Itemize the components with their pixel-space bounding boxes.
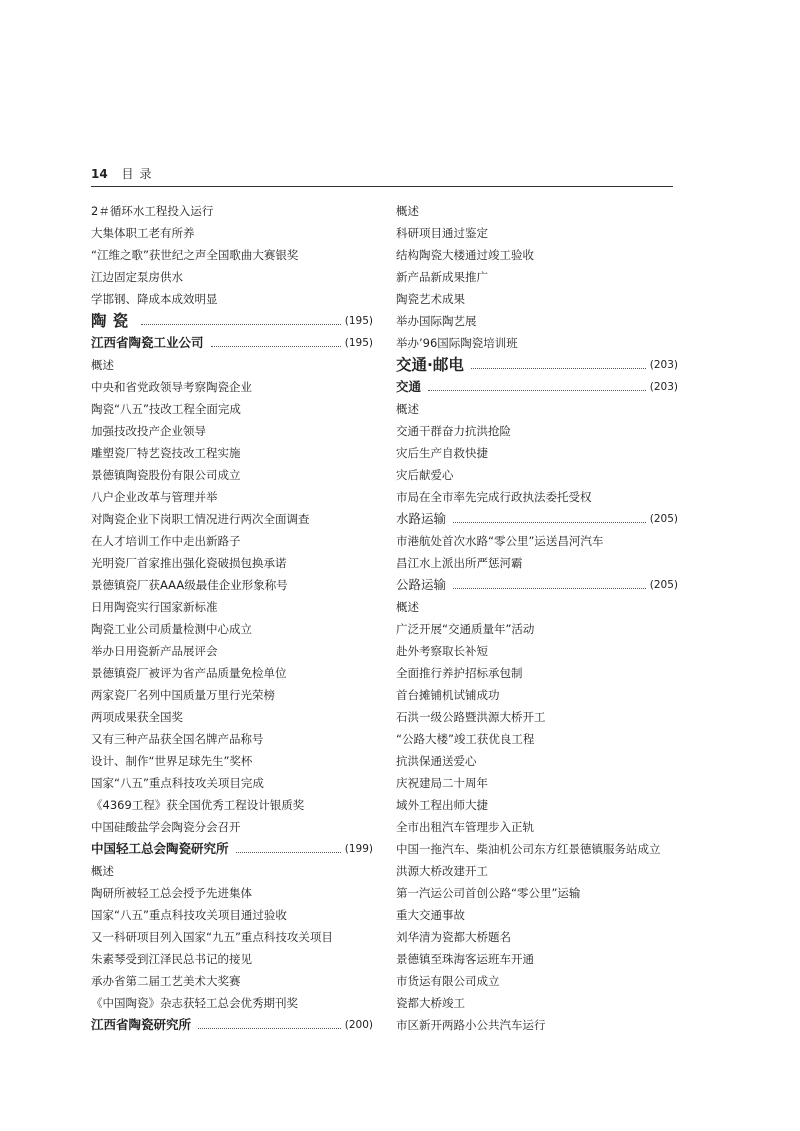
toc-item: 举办日用瓷新产品展评会 [91, 644, 218, 658]
toc-item: 《4369工程》获全国优秀工程设计银质奖 [91, 798, 305, 812]
toc-item: 全面推行养护招标承包制 [396, 666, 523, 680]
toc-item: 国家“八五”重点科技攻关项目通过验收 [91, 908, 287, 922]
toc-item: 概述 [91, 864, 114, 878]
toc-item: 中国硅酸盐学会陶瓷分会召开 [91, 820, 241, 834]
toc-item: 两项成果获全国奖 [91, 710, 183, 724]
toc-page-number: (203) [649, 359, 678, 371]
dot-leader [428, 390, 646, 391]
toc-heading-label: 陶瓷 [91, 312, 135, 330]
toc-item: 概述 [396, 204, 419, 218]
toc-subsection-heading [396, 508, 678, 530]
toc-item: 赴外考察取长补短 [396, 644, 488, 658]
dot-leader [198, 1028, 341, 1029]
toc-item: 石洪一级公路暨洪源大桥开工 [396, 710, 546, 724]
toc-item: 光明瓷厂首家推出强化瓷破损包换承诺 [91, 556, 287, 570]
toc-item: 市港航处首次水路“零公里”运送昌河汽车 [396, 534, 604, 548]
toc-item: 雕塑瓷厂特艺瓷技改工程实施 [91, 446, 241, 460]
toc-item: 中国一拖汽车、柴油机公司东方红景德镇服务站成立 [396, 842, 661, 856]
toc-item: 加强技改投产企业领导 [91, 424, 206, 438]
toc-item: 举办’96国际陶瓷培训班 [396, 336, 518, 350]
toc-right-column [396, 200, 678, 1036]
toc-item: 庆祝建局二十周年 [396, 776, 488, 790]
toc-item: 景德镇至珠海客运班车开通 [396, 952, 534, 966]
toc-item: 日用陶瓷实行国家新标准 [91, 600, 218, 614]
toc-item: 市区新开两路小公共汽车运行 [396, 1018, 546, 1032]
toc-item: 全市出租汽车管理步入正轨 [396, 820, 534, 834]
toc-heading-label: 公路运输 [396, 577, 447, 592]
page-header [91, 166, 673, 187]
toc-item: 又一科研项目列入国家“九五”重点科技攻关项目 [91, 930, 333, 944]
toc-section-heading [91, 310, 373, 332]
toc-heading-label: 江西省陶瓷工业公司 [91, 335, 204, 350]
dot-leader [453, 588, 646, 589]
dot-leader [453, 522, 646, 523]
toc-subsection-heading [91, 1014, 373, 1036]
toc-item: 设计、制作“世界足球先生”奖杯 [91, 754, 253, 768]
toc-item: 景德镇瓷厂获AAA级最佳企业形象称号 [91, 578, 288, 592]
toc-item: 广泛开展“交通质量年”活动 [396, 622, 535, 636]
toc-subsection-heading [91, 838, 373, 860]
toc-item: 灾后生产自救快捷 [396, 446, 488, 460]
toc-page-number: (205) [649, 579, 678, 591]
dot-leader [141, 324, 341, 325]
toc-subsection-heading [396, 376, 678, 398]
toc-item: 陶瓷工业公司质量检测中心成立 [91, 622, 252, 636]
toc-item: 又有三种产品获全国名牌产品称号 [91, 732, 264, 746]
dot-leader [211, 346, 341, 347]
toc-item: 承办省第二届工艺美术大奖赛 [91, 974, 241, 988]
toc-item: 概述 [91, 358, 114, 372]
toc-item: 概述 [396, 402, 419, 416]
toc-item: 2＃循环水工程投入运行 [91, 204, 214, 218]
page-number: 14 [91, 167, 108, 181]
toc-item: 大集体职工老有所养 [91, 226, 195, 240]
toc-section-heading [396, 354, 678, 376]
toc-item: 景德镇陶瓷股份有限公司成立 [91, 468, 241, 482]
toc-item: 概述 [396, 600, 419, 614]
toc-item: 结构陶瓷大楼通过竣工验收 [396, 248, 534, 262]
toc-item: 科研项目通过鉴定 [396, 226, 488, 240]
toc-item: 陶瓷艺术成果 [396, 292, 465, 306]
toc-heading-label: 江西省陶瓷研究所 [91, 1017, 192, 1032]
page-title: 目录 [121, 167, 158, 181]
toc-item: 两家瓷厂名列中国质量万里行光荣榜 [91, 688, 275, 702]
toc-item: 《中国陶瓷》杂志获轻工总会优秀期刊奖 [91, 996, 298, 1010]
toc-item: 刘华清为瓷都大桥题名 [396, 930, 511, 944]
toc-item: 昌江水上派出所严惩河霸 [396, 556, 523, 570]
toc-item: 陶研所被轻工总会授予先进集体 [91, 886, 252, 900]
toc-item: 新产品新成果推广 [396, 270, 488, 284]
toc-item: “公路大楼”竣工获优良工程 [396, 732, 535, 746]
toc-item: 洪源大桥改建开工 [396, 864, 488, 878]
toc-item: 市货运有限公司成立 [396, 974, 500, 988]
toc-left-column [91, 200, 373, 1036]
toc-page-number: (199) [344, 843, 373, 855]
toc-page-number: (205) [649, 513, 678, 525]
toc-item: 第一汽运公司首创公路“零公里”运输 [396, 886, 581, 900]
toc-item: 域外工程出师大捷 [396, 798, 488, 812]
toc-item: 景德镇瓷厂被评为省产品质量免检单位 [91, 666, 287, 680]
toc-item: “江维之歌”获世纪之声全国歌曲大赛银奖 [91, 248, 299, 262]
toc-page-number: (195) [344, 337, 373, 349]
toc-item: 举办国际陶艺展 [396, 314, 477, 328]
toc-item: 陶瓷“八五”技改工程全面完成 [91, 402, 241, 416]
toc-subsection-heading [396, 574, 678, 596]
toc-item: 江边固定泵房供水 [91, 270, 183, 284]
dot-leader [236, 852, 341, 853]
toc-heading-label: 水路运输 [396, 511, 447, 526]
toc-item: 市局在全市率先完成行政执法委托受权 [396, 490, 592, 504]
toc-item: 瓷都大桥竣工 [396, 996, 465, 1010]
toc-page-number: (203) [649, 381, 678, 393]
toc-page-number: (200) [344, 1019, 373, 1031]
toc-subsection-heading [91, 332, 373, 354]
toc-item: 国家“八五”重点科技攻关项目完成 [91, 776, 264, 790]
toc-item: 学邯钢、降成本成效明显 [91, 292, 218, 306]
toc-item: 对陶瓷企业下岗职工情况进行两次全面调查 [91, 512, 310, 526]
toc-heading-label: 中国轻工总会陶瓷研究所 [91, 841, 229, 856]
toc-item: 重大交通事故 [396, 908, 465, 922]
toc-item: 八户企业改革与管理并举 [91, 490, 218, 504]
toc-item: 抗洪保通送爱心 [396, 754, 477, 768]
toc-heading-label: 交通 [396, 379, 422, 394]
toc-item: 交通干群奋力抗洪抢险 [396, 424, 511, 438]
toc-item: 在人才培训工作中走出新路子 [91, 534, 241, 548]
toc-item: 灾后献爱心 [396, 468, 454, 482]
toc-heading-label: 交通·邮电 [396, 356, 464, 374]
toc-item: 中央和省党政领导考察陶瓷企业 [91, 380, 252, 394]
toc-item: 首台摊铺机试铺成功 [396, 688, 500, 702]
dot-leader [471, 368, 646, 369]
toc-page-number: (195) [344, 315, 373, 327]
toc-item: 朱素琴受到江泽民总书记的接见 [91, 952, 252, 966]
